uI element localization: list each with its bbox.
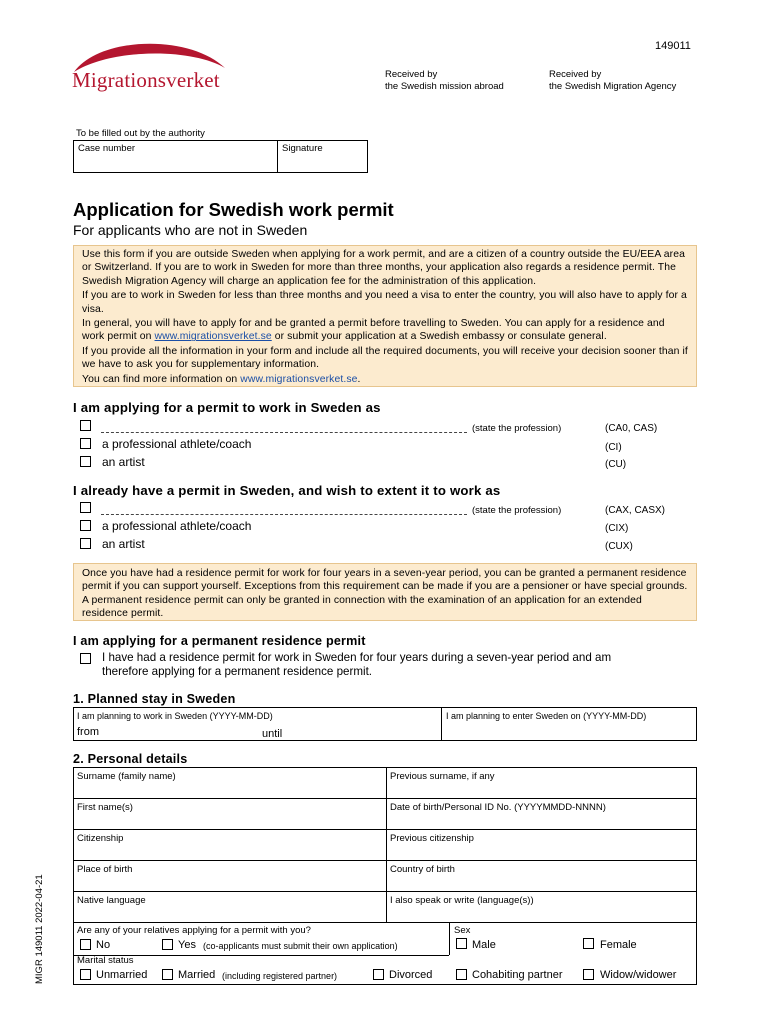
extend-code-1: (CAX, CASX): [605, 505, 666, 516]
until-label: until: [262, 728, 283, 740]
intro-info-box: [73, 245, 697, 387]
intro-p5-text-end: .: [357, 373, 361, 385]
extend-athlete-label: a professional athlete/coach: [102, 519, 252, 533]
row-divider-2: [73, 829, 697, 830]
signature-label: Signature: [282, 143, 323, 154]
authority-caption: To be filled out by the authority: [76, 128, 205, 139]
intro-paragraph-3: [82, 317, 688, 344]
marital-married-checkbox[interactable]: [162, 969, 173, 980]
row-divider-4: [73, 891, 697, 892]
permanent-option-line2: therefore applying for a permanent residence permit.: [102, 665, 373, 678]
received-agency-line1: Received by: [549, 69, 602, 80]
intro-p3-text: In general, you will have to apply for and be granted a permit before travelling to Sweden. You can apply for a residence and work permit on: [82, 318, 665, 343]
sex-male-label: Male: [472, 939, 496, 951]
authority-box: [73, 140, 368, 173]
intro-paragraph-2: If you are to work in Sweden for less than three months and you need a visa to enter the country, you will also have to apply for a visa.: [82, 290, 687, 315]
applying-artist-checkbox[interactable]: [80, 456, 91, 467]
applying-heading: I am applying for a permit to work in Sweden as: [73, 400, 381, 415]
extend-athlete-checkbox[interactable]: [80, 520, 91, 531]
extend-artist-label: an artist: [102, 537, 145, 551]
row-divider-5: [73, 922, 697, 923]
marital-status-label: Marital status: [77, 955, 134, 966]
case-number-field[interactable]: [74, 141, 278, 172]
page-title: Application for Swedish work permit: [73, 199, 394, 220]
permanent-checkbox[interactable]: [80, 653, 91, 664]
permanent-info-box: [73, 563, 697, 621]
applying-profession-checkbox[interactable]: [80, 420, 91, 431]
citizenship-field[interactable]: Citizenship: [77, 833, 124, 844]
relatives-yes-checkbox[interactable]: [162, 939, 173, 950]
extend-code-3: (CUX): [605, 541, 633, 552]
form-number: 149011: [655, 40, 691, 52]
marital-unmarried-checkbox[interactable]: [80, 969, 91, 980]
marital-cohabiting-checkbox[interactable]: [456, 969, 467, 980]
received-mission-line1: Received by: [385, 69, 438, 80]
relatives-question: Are any of your relatives applying for a permit with you?: [77, 925, 311, 936]
sex-male-checkbox[interactable]: [456, 938, 467, 949]
native-language-field[interactable]: Native language: [77, 895, 146, 906]
row-divider-3: [73, 860, 697, 861]
received-by-agency: [549, 69, 676, 92]
case-number-label: Case number: [78, 143, 136, 154]
applying-athlete-checkbox[interactable]: [80, 438, 91, 449]
applying-code-3: (CU): [605, 459, 627, 470]
marital-widow-label: Widow/widower: [600, 969, 677, 981]
marital-cohabiting-label: Cohabiting partner: [472, 969, 563, 981]
from-label: from: [77, 726, 99, 738]
previous-surname-field[interactable]: Previous surname, if any: [390, 771, 495, 782]
work-dates-label: I am planning to work in Sweden (YYYY-MM-DD): [77, 711, 273, 721]
applying-code-1: (CA0, CAS): [605, 423, 658, 434]
migrationsverket-link[interactable]: www.migrationsverket.se: [154, 331, 272, 343]
applying-athlete-label: a professional athlete/coach: [102, 437, 252, 451]
extend-artist-checkbox[interactable]: [80, 538, 91, 549]
surname-field[interactable]: Surname (family name): [77, 771, 176, 782]
relatives-yes-note: (co-applicants must submit their own application): [203, 941, 398, 951]
personal-details-grid: [73, 767, 697, 985]
sex-divider: [449, 922, 450, 955]
other-languages-field[interactable]: I also speak or write (language(s)): [390, 895, 534, 906]
intro-p5-text: You can find more information on: [82, 373, 241, 385]
intro-paragraph-5: [82, 373, 688, 386]
extend-heading: I already have a permit in Sweden, and wish to extent it to work as: [73, 483, 501, 498]
marital-married-label: Married: [178, 969, 216, 981]
planned-stay-divider: [441, 707, 442, 741]
previous-citizenship-field[interactable]: Previous citizenship: [390, 833, 474, 844]
marital-unmarried-label: Unmarried: [96, 969, 148, 981]
relatives-yes-label: Yes: [178, 939, 196, 951]
permanent-info-text: Once you have had a residence permit for work for four years in a seven-year period, you can be granted a permanent residence permit if you can support yourself. Exceptions from this requirement can be made if you are a pensioner or have special grounds. A permanent residence permit can only be granted in connection with the examination of an application for an extended residence permit.: [82, 568, 688, 620]
marital-married-note: (including registered partner): [222, 971, 338, 981]
personal-details-heading: 2. Personal details: [73, 752, 188, 766]
planned-stay-heading: 1. Planned stay in Sweden: [73, 692, 236, 706]
marital-divorced-checkbox[interactable]: [373, 969, 384, 980]
applying-artist-label: an artist: [102, 455, 145, 469]
date-of-birth-field[interactable]: Date of birth/Personal ID No. (YYYYMMDD-NNNN): [390, 802, 606, 813]
received-agency-line2: the Swedish Migration Agency: [549, 80, 677, 92]
intro-paragraph-4: If you provide all the information in your form and include all the required documents, you will receive your decision sooner than if we have to ask you for supplementary information.: [82, 345, 688, 371]
marital-divorced-label: Divorced: [389, 969, 433, 981]
form-revision-code: MIGR 149011 2022-04-21: [34, 874, 45, 984]
relatives-no-label: No: [96, 939, 111, 951]
extend-profession-line[interactable]: [101, 514, 467, 515]
extend-code-2: (CIX): [605, 523, 629, 534]
applying-code-2: (CI): [605, 442, 622, 453]
sex-female-label: Female: [600, 939, 637, 951]
received-mission-line2: the Swedish mission abroad: [385, 80, 504, 92]
signature-field[interactable]: [278, 141, 327, 172]
country-of-birth-field[interactable]: Country of birth: [390, 864, 455, 875]
received-by-mission: [385, 69, 504, 92]
place-of-birth-field[interactable]: Place of birth: [77, 864, 133, 875]
page-subtitle: For applicants who are not in Sweden: [73, 222, 308, 238]
migrationsverket-link-2[interactable]: www.migrationsverket.se: [240, 373, 358, 385]
personal-column-divider: [386, 767, 387, 922]
permanent-heading: I am applying for a permanent residence permit: [73, 634, 366, 648]
extend-profession-hint: (state the profession): [472, 505, 562, 516]
intro-paragraph-1: Use this form if you are outside Sweden when applying for a work permit, and are a citizen of a country outside the EU/EEA area or Switzerland. If you are to work in Sweden for more than three months, your application also regards a residence permit. The Swedish Migration Agency will charge an application fee for the administration of this application.: [82, 249, 685, 287]
row-divider-1: [73, 798, 697, 799]
applying-profession-hint: (state the profession): [472, 423, 562, 434]
sex-female-checkbox[interactable]: [583, 938, 594, 949]
intro-p3-text-end: or submit your application at a Swedish embassy or consulate general.: [271, 331, 607, 343]
first-names-field[interactable]: First name(s): [77, 802, 133, 813]
sex-label: Sex: [454, 925, 471, 936]
logo-text: Migrationsverket: [72, 68, 220, 92]
relatives-no-checkbox[interactable]: [80, 939, 91, 950]
extend-profession-checkbox[interactable]: [80, 502, 91, 513]
enter-date-label: I am planning to enter Sweden on (YYYY-MM-DD): [446, 711, 647, 721]
marital-widow-checkbox[interactable]: [583, 969, 594, 980]
permanent-option-line1: I have had a residence permit for work in Sweden for four years during a seven-year period and am: [102, 651, 612, 664]
applying-profession-line[interactable]: [101, 432, 467, 433]
